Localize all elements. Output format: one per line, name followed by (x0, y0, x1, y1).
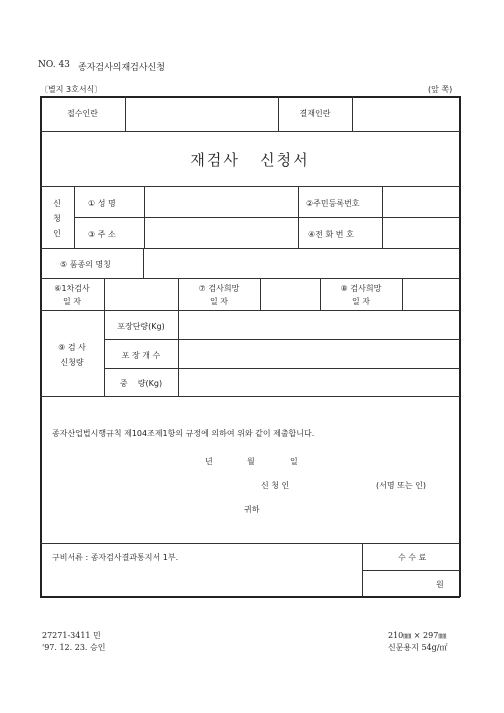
applicant-group-label: 신 청 인 (53, 199, 61, 238)
frame-bottom (40, 596, 460, 598)
divider (40, 543, 460, 544)
form-name: 종자검사의재검사신청 (78, 63, 165, 73)
divider (74, 217, 460, 218)
side-label: (앞 쪽) (428, 85, 453, 94)
divider (125, 96, 126, 131)
address-label: ③ 주 소 (88, 230, 116, 239)
test-wish-date-label: ⑦ 검사희망 일 자 (198, 284, 240, 306)
divider (40, 396, 460, 397)
frame-top (40, 96, 460, 98)
required-docs-label: 구비서류 : 종자검사결과통지서 1부. (52, 553, 179, 562)
divider (178, 310, 179, 396)
approval-label: 결재인란 (299, 109, 331, 118)
won-label: 원 (436, 580, 444, 589)
paper-size: 210㎜ × 297㎜ (388, 631, 447, 640)
divider (40, 278, 460, 279)
quantity-group-label: ⑨ 검 사 신청량 (58, 343, 86, 367)
first-test-date-label: ⑥1차검사 일 자 (54, 284, 90, 306)
divider (40, 310, 460, 311)
variety-label: ⑤ 품종의 명칭 (60, 260, 111, 269)
divider (143, 248, 144, 278)
day-label: 일 (290, 457, 298, 466)
form-code: 27271-3411 민 (42, 631, 101, 640)
divider (362, 570, 460, 571)
approval-date: '97. 12. 23. 승인 (42, 643, 106, 652)
divider (40, 248, 460, 249)
paper-type: 신문용지 54g/㎡ (388, 643, 448, 652)
retest-wish-date-label: ⑧ 검사희망 일 자 (340, 284, 382, 306)
name-label: ① 성 명 (88, 199, 116, 208)
divider (40, 131, 460, 132)
frame-right (459, 96, 461, 597)
divider (402, 278, 403, 310)
weight-label: 중 량(Kg) (119, 379, 163, 388)
fee-label: 수 수 료 (398, 553, 427, 562)
receipt-label: 접수인란 (67, 109, 98, 118)
annex-label: 〔별지 3호서식〕 (40, 85, 103, 94)
package-count-label: 포 장 개 수 (121, 351, 161, 360)
phone-label: ④전 화 번 호 (308, 230, 354, 239)
signature-label: (서명 또는 인) (376, 481, 426, 490)
year-label: 년 (205, 457, 213, 466)
package-weight-label: 포장단량(Kg) (117, 322, 165, 331)
addressee-label: 귀하 (244, 505, 260, 514)
statement-text: 종자산업법시행규칙 제104조제1항의 규정에 의하여 위와 같이 제출합니다. (52, 429, 315, 438)
applicant-sign-label: 신 청 인 (261, 481, 290, 490)
divider (104, 368, 460, 369)
id-number-label: ②주민등록번호 (306, 199, 360, 208)
divider (104, 339, 460, 340)
divider (260, 278, 261, 310)
divider (40, 186, 460, 187)
month-label: 월 (247, 457, 255, 466)
divider (104, 278, 105, 310)
form-number: NO. 43 (38, 60, 70, 70)
divider (352, 96, 353, 131)
form-title: 재검사 신청서 (190, 151, 310, 169)
